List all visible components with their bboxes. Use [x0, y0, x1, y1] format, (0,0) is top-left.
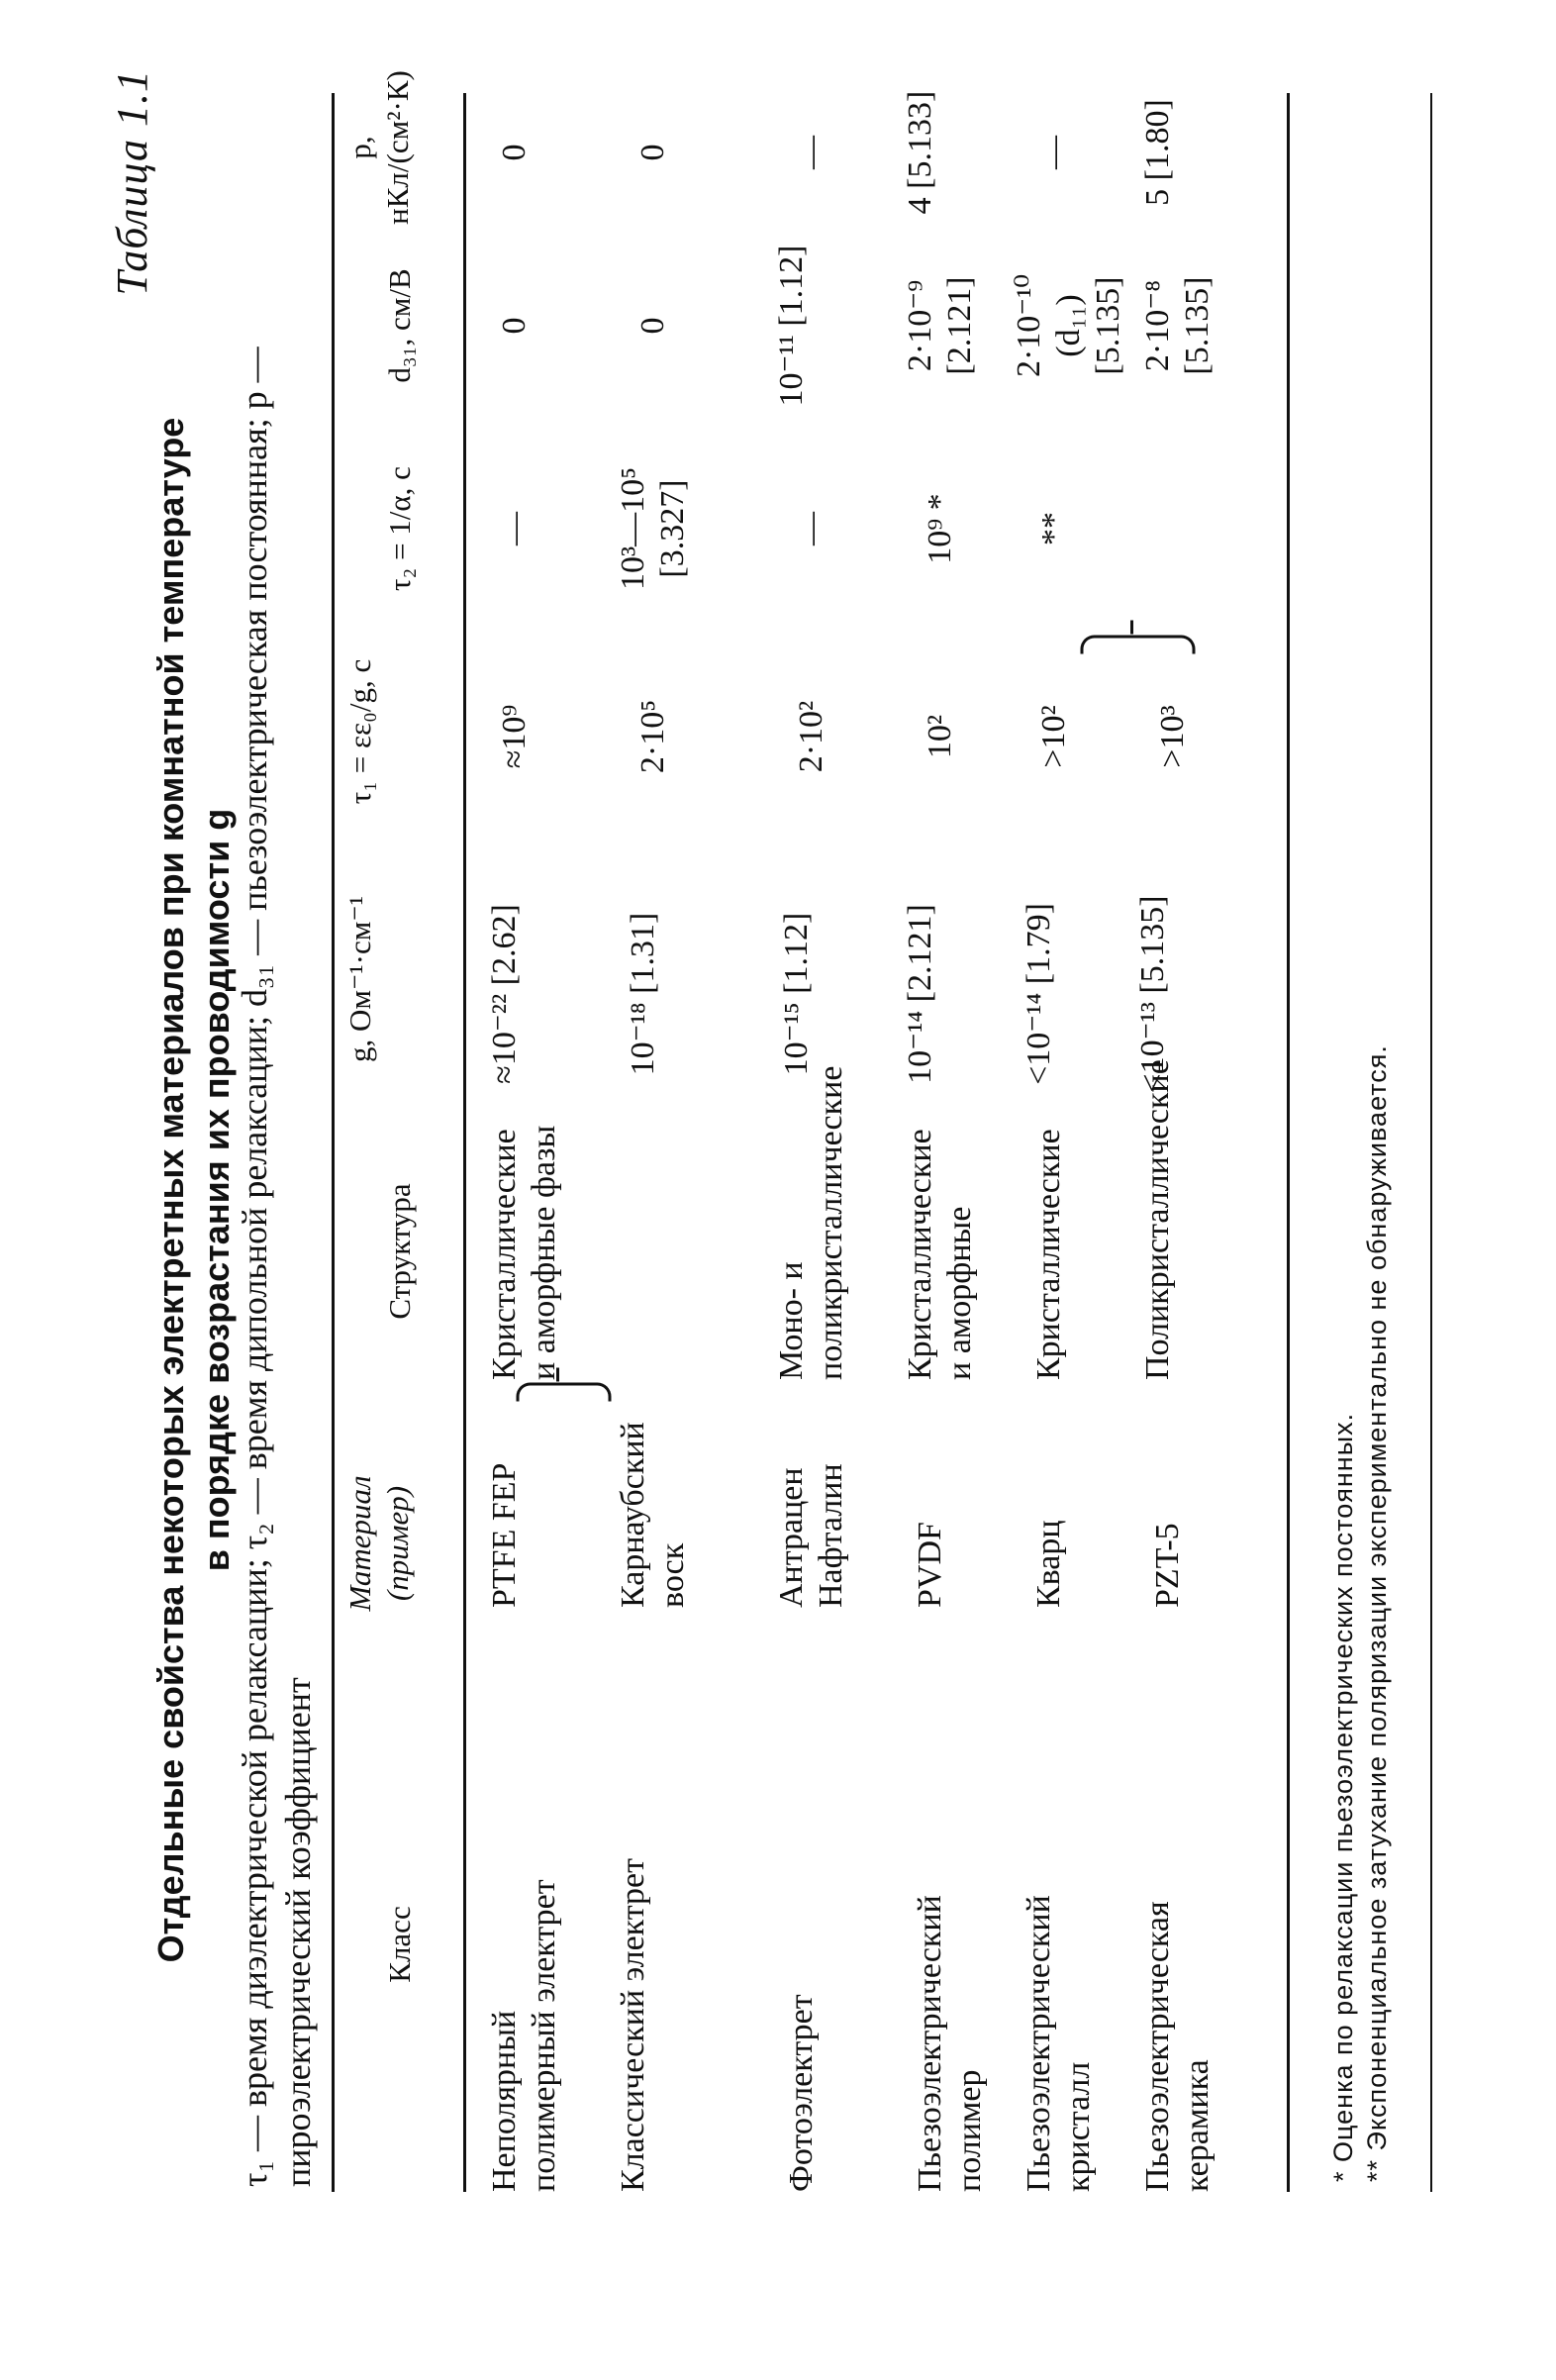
row6-p: 5 [1.80] — [1139, 99, 1176, 206]
row1-class: Неполярный полимерный электрет — [486, 1879, 562, 2192]
table-label: Таблица 1.1 — [108, 69, 156, 296]
row4-class: Пьезоэлектрический полимер — [912, 1895, 988, 2192]
row5-class: Пьезоэлектрический кристалл — [1021, 1895, 1097, 2192]
row6-class: Пьезоэлектрическая керамика — [1139, 1901, 1216, 2192]
row3-tau1: 2·10² — [793, 700, 829, 773]
row5-structure: Кристаллические — [1030, 1129, 1067, 1380]
row6-d31: 2·10⁻⁸ [5.135] — [1139, 276, 1216, 375]
bottom-rule — [1287, 93, 1290, 2192]
row4-d31: 2·10⁻⁹ [2.121] — [902, 276, 978, 375]
header-class: Класс — [382, 1906, 417, 1983]
row2-tau2: 10³—10⁵ [3.327] — [615, 466, 691, 591]
row5-material: Кварц — [1030, 1520, 1067, 1608]
row2-material: Карнаубский воск — [615, 1422, 691, 1608]
row3-d31: 10⁻¹¹ [1.12] — [773, 245, 810, 407]
row5-tau1: >10² — [1035, 705, 1072, 768]
row3-structure: Моно- и поликристаллические — [773, 1065, 849, 1380]
row5-p: — — [1035, 136, 1072, 169]
footnote-1: * Оценка по релаксации пьезоэлектрических постоянных. — [1328, 1412, 1358, 2182]
structure-brace-rows-1-2 — [517, 1383, 612, 1402]
row6-g: <10⁻¹³ [5.135] — [1134, 895, 1171, 1093]
row6-material: PZT-5 — [1149, 1523, 1186, 1608]
title-line-1: Отдельные свойства некоторых электретных материалов при комнатной температуре — [150, 417, 191, 1963]
row1-d31: 0 — [496, 317, 533, 335]
row3-class: Фотоэлектрет — [783, 1994, 820, 2192]
row5-d31: 2·10⁻¹⁰ (d₁₁) [5.135] — [1011, 273, 1126, 378]
row4-g: 10⁻¹⁴ [2.121] — [902, 904, 938, 1084]
row1-p: 0 — [496, 144, 533, 161]
header-rule — [463, 93, 466, 2192]
row1-tau1: ≈10⁹ — [496, 704, 533, 769]
row2-d31: 0 — [634, 317, 671, 335]
row2-g: 10⁻¹⁸ [1.31] — [625, 912, 661, 1076]
header-tau2: τ₂ = 1/α, с — [382, 466, 417, 591]
row1-g: ≈10⁻²² [2.62] — [486, 904, 523, 1084]
row1-structure: Кристаллические и аморфные фазы — [486, 1125, 562, 1380]
row1-material: PTFE FEP — [486, 1462, 523, 1608]
title-line-2: в порядке возрастания их проводимости g — [196, 808, 237, 1572]
symbol-legend: τ₁ — время диэлектрической релаксации; τ₂ — время дипольной релаксации; d₃₁ — пьезоэлектрическая постоянная; p — пироэлектрический коэффициент — [235, 347, 318, 2187]
row4-tau1: 10² — [922, 714, 958, 759]
header-d31: d₃₁, см/В — [382, 268, 417, 383]
row1-tau2: — — [496, 512, 533, 545]
footnotes — [1326, 1044, 1394, 2182]
table-title — [148, 149, 240, 2231]
row6-tau1: >10³ — [1154, 705, 1191, 768]
row4-tau2: 10⁹ * — [922, 493, 958, 564]
row2-class: Классический электрет — [615, 1858, 651, 2192]
row3-material: Антрацен Нафталин — [773, 1463, 849, 1608]
row6-structure: Поликристаллические — [1139, 1059, 1176, 1380]
header-g: g, Ом⁻¹·см⁻¹ — [342, 895, 377, 1063]
row3-tau2: — — [793, 512, 829, 545]
row5-tau2: ** — [1035, 512, 1072, 545]
row2-tau1: 2·10⁵ — [634, 699, 671, 774]
row4-structure: Кристаллические и аморфные — [902, 1129, 978, 1380]
header-material: Материал (пример) — [342, 1475, 415, 1612]
row3-p: — — [793, 136, 829, 169]
top-rule — [332, 93, 335, 2192]
header-structure: Структура — [382, 1183, 417, 1320]
row5-g: <10⁻¹⁴ [1.79] — [1021, 903, 1057, 1085]
footnote-2: ** Экспоненциальное затухание поляризации экспериментально не обнаруживается. — [1362, 1044, 1392, 2182]
row2-p: 0 — [634, 144, 671, 161]
footer-rule — [1430, 93, 1432, 2192]
row4-p: 4 [5.133] — [902, 90, 938, 215]
header-tau1: τ₁ = εε₀/g, с — [342, 658, 377, 805]
header-p: p, нКл/(см²·К) — [342, 70, 415, 225]
row3-g: 10⁻¹⁵ [1.12] — [778, 912, 815, 1076]
row4-material: PVDF — [912, 1522, 948, 1608]
